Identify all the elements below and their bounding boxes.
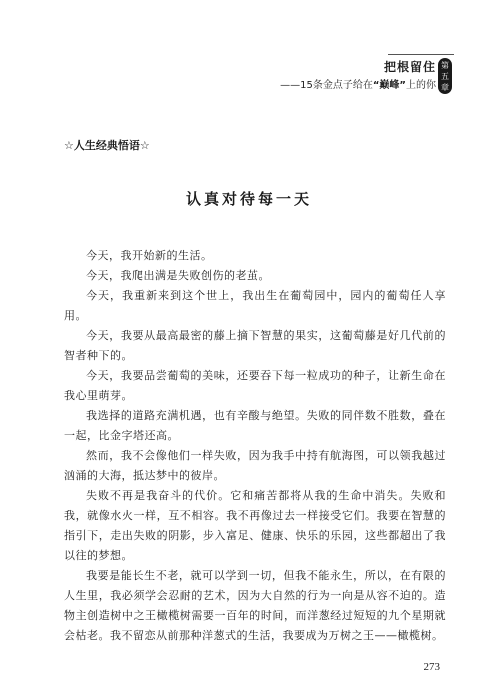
paragraph: 我选择的道路充满机遇，也有辛酸与绝望。失败的同伴数不胜数，叠在一起，比金字塔还高。 — [64, 409, 446, 442]
paragraph: 今天，我要品尝葡萄的美味，还要吞下每一粒成功的种子，让新生命在我心里萌芽。 — [64, 369, 446, 402]
page-number: 273 — [423, 661, 440, 673]
paragraph: 今天，我要从最高最密的藤上摘下智慧的果实，这葡萄藤是好几代前的智者种下的。 — [64, 329, 446, 362]
subtitle-suffix: 上的你 — [406, 80, 436, 91]
paragraph: 失败不再是我奋斗的代价。它和痛苦都将从我的生命中消失。失败和我，就像水火一样，互不相容。我不再像过去一样接受它们。我要在智慧的指引下，走出失败的阴影，步入富足、健康、快乐的乐园，这些都超出了我以往的梦想。 — [64, 489, 446, 562]
article-body — [64, 246, 446, 646]
header-rule — [388, 54, 454, 55]
running-header-title: 把根留住 — [383, 60, 436, 74]
article-title: 认真对待每一天 — [185, 190, 312, 208]
paragraph: 然而，我不会像他们一样失败，因为我手中持有航海图，可以领我越过汹涌的大海，抵达梦中的彼岸。 — [64, 449, 446, 482]
paragraph: 今天，我开始新的生活。 — [86, 249, 213, 262]
paragraph: 今天，我爬出满是失败创伤的老茧。 — [86, 269, 270, 282]
paragraph: 今天，我重新来到这个世上，我出生在葡萄园中，园内的葡萄任人享用。 — [64, 289, 446, 322]
section-label: ☆人生经典悟语☆ — [64, 139, 150, 152]
chapter-badge: 第五章 — [438, 58, 452, 94]
paragraph: 我要是能长生不老，就可以学到一切，但我不能永生，所以，在有限的人生里，我必须学会忍耐的艺术，因为大自然的行为一向是从容不迫的。造物主创造树中之王橄榄树需要一百年的时间，而洋葱经过短短的九个星期就会枯老。我不留恋从前那种洋葱式的生活，我要成为万树之王——橄榄树。 — [64, 569, 446, 642]
running-header-subtitle — [280, 76, 436, 91]
subtitle-emphasis: “巅峰” — [372, 80, 406, 91]
subtitle-prefix: ——15条金点子给在 — [280, 80, 373, 91]
